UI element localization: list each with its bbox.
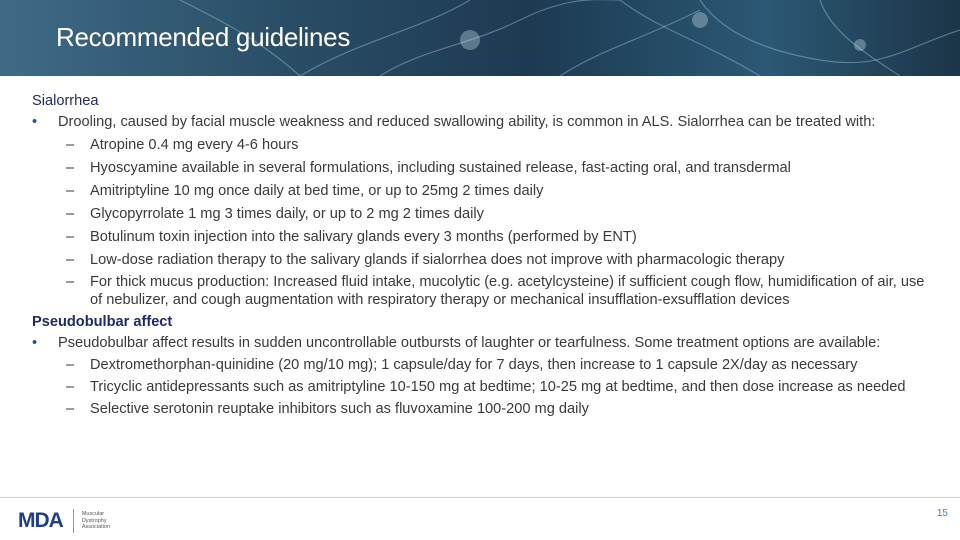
bullet-text: Drooling, caused by facial muscle weakness and reduced swallowing ability, is common in ALS. Sialorrhea can be treated with: bbox=[58, 114, 876, 130]
footer-divider bbox=[0, 497, 960, 498]
list-item: – Botulinum toxin injection into the salivary glands every 3 months (performed by ENT) bbox=[32, 227, 937, 248]
page-number: 15 bbox=[936, 508, 948, 519]
logo-subtitle: Muscular Dystrophy Association bbox=[81, 511, 110, 531]
page-title: Recommended guidelines bbox=[56, 22, 351, 52]
section-heading-pseudobulbar: Pseudobulbar affect bbox=[32, 313, 173, 330]
list-item: – Dextromethorphan-quinidine (20 mg/10 mg); 1 capsule/day for 7 days, then increase to 1 capsule 2X/day as necessary bbox=[32, 355, 937, 376]
slide-content bbox=[32, 90, 937, 419]
dash-icon: – bbox=[66, 357, 75, 373]
section-heading-sialorrhea: Sialorrhea bbox=[32, 93, 99, 109]
dash-icon: – bbox=[66, 251, 75, 268]
list-item: – Selective serotonin reuptake inhibitors such as fluvoxamine 100-200 mg daily bbox=[32, 399, 937, 420]
dash-icon: – bbox=[66, 228, 75, 245]
mda-logo bbox=[18, 508, 110, 534]
bullet-sialorrhea bbox=[32, 113, 937, 132]
bullet-icon: • bbox=[32, 334, 38, 351]
list-item: – For thick mucus production: Increased fluid intake, mucolytic (e.g. acetylcysteine) if sufficient cough flow, humidification of air, use of nebulizer, and cough augmentation with respiratory therapy or mechanical insufflation-exsufflation devices bbox=[66, 273, 925, 308]
bullet-text: Pseudobulbar affect results in sudden uncontrollable outbursts of laughter or tearfulness. Some treatment options are available: bbox=[58, 334, 881, 351]
dash-icon: – bbox=[66, 379, 75, 395]
dash-icon: – bbox=[66, 136, 75, 153]
dash-icon: – bbox=[66, 400, 75, 417]
logo-divider bbox=[73, 509, 74, 533]
dash-icon: – bbox=[66, 182, 75, 199]
dash-icon: – bbox=[66, 273, 75, 290]
list-item: – Glycopyrrolate 1 mg 3 times daily, or up to 2 mg 2 times daily bbox=[32, 204, 937, 225]
bullet-icon: • bbox=[32, 114, 38, 130]
header-banner bbox=[0, 0, 960, 76]
list-item: – Tricyclic antidepressants such as amitriptyline 10-150 mg at bedtime; 10-25 mg at bedtime, and then dose increase as needed bbox=[66, 379, 906, 395]
bullet-pseudobulbar bbox=[32, 334, 937, 353]
dash-icon: – bbox=[66, 159, 75, 176]
list-item: – Amitriptyline 10 mg once daily at bed time, or up to 25mg 2 times daily bbox=[32, 181, 937, 202]
logo-text: MDA bbox=[18, 509, 63, 532]
list-item: – Atropine 0.4 mg every 4-6 hours bbox=[32, 135, 937, 156]
dash-icon: – bbox=[66, 205, 75, 222]
list-item: – Low-dose radiation therapy to the salivary glands if sialorrhea does not improve with pharmacologic therapy bbox=[32, 250, 937, 271]
list-item: – Hyoscyamine available in several formulations, including sustained release, fast-acting oral, and transdermal bbox=[32, 158, 937, 179]
